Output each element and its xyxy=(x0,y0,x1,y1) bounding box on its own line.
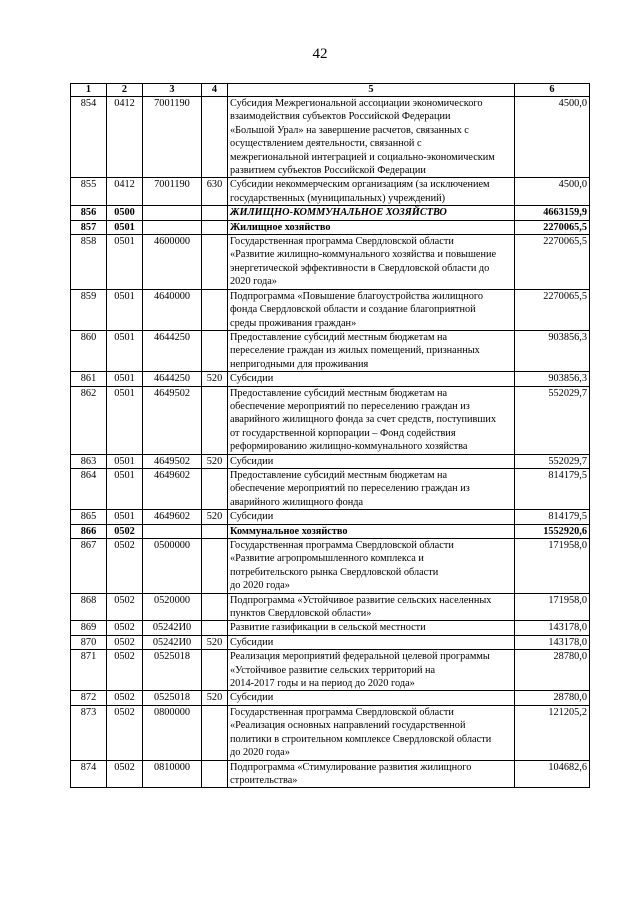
expense-type-code xyxy=(202,330,228,371)
item-name-line: среды проживания граждан» xyxy=(230,317,357,329)
item-name xyxy=(228,593,515,621)
table-row xyxy=(71,539,590,594)
section-code: 0502 xyxy=(107,650,143,691)
item-name xyxy=(228,691,515,705)
table-row xyxy=(71,454,590,468)
table-row xyxy=(71,635,590,649)
item-name-line: энергетической эффективности в Свердловской области до xyxy=(230,262,490,274)
item-name-line: до 2020 года» xyxy=(230,747,290,759)
table-row xyxy=(71,593,590,621)
item-name-line: 2014-2017 годы и на период до 2020 года» xyxy=(230,678,415,690)
item-name xyxy=(228,621,515,635)
expense-type-code: 520 xyxy=(202,510,228,524)
row-number: 854 xyxy=(71,97,107,178)
section-code: 0501 xyxy=(107,454,143,468)
row-number: 865 xyxy=(71,510,107,524)
section-code: 0501 xyxy=(107,330,143,371)
item-name-line: «Развитие агропромышленного комплекса и xyxy=(230,553,424,565)
item-name xyxy=(228,220,515,234)
section-code: 0412 xyxy=(107,97,143,178)
item-name-line: Развитие газификации в сельской местности xyxy=(230,622,426,634)
section-code: 0502 xyxy=(107,760,143,788)
item-name-line: 2020 года» xyxy=(230,276,277,288)
expense-type-code xyxy=(202,539,228,594)
table-row xyxy=(71,372,590,386)
item-name-line: строительства» xyxy=(230,774,298,786)
item-name-line: ЖИЛИЩНО-КОММУНАЛЬНОЕ ХОЗЯЙСТВО xyxy=(230,207,447,219)
item-name xyxy=(228,330,515,371)
table-header-row xyxy=(71,84,590,97)
target-article-code xyxy=(143,220,202,234)
row-number: 857 xyxy=(71,220,107,234)
item-name xyxy=(228,524,515,538)
expense-type-code: 520 xyxy=(202,454,228,468)
amount: 903856,3 xyxy=(515,372,590,386)
expense-type-code xyxy=(202,524,228,538)
expense-type-code xyxy=(202,621,228,635)
amount: 171958,0 xyxy=(515,593,590,621)
expense-type-code: 630 xyxy=(202,178,228,206)
amount: 2270065,5 xyxy=(515,289,590,330)
row-number: 858 xyxy=(71,235,107,290)
budget-table xyxy=(70,83,590,788)
expense-type-code: 520 xyxy=(202,635,228,649)
row-number: 855 xyxy=(71,178,107,206)
expense-type-code xyxy=(202,468,228,509)
expense-type-code: 520 xyxy=(202,691,228,705)
target-article-code: 4644250 xyxy=(143,372,202,386)
item-name-line: до 2020 года» xyxy=(230,580,290,592)
item-name-line: Субсидии xyxy=(230,636,274,648)
amount: 4500,0 xyxy=(515,97,590,178)
table-row xyxy=(71,220,590,234)
item-name-line: «Развитие жилищно-коммунального хозяйства и повышение xyxy=(230,249,497,261)
amount: 903856,3 xyxy=(515,330,590,371)
target-article-code: 0525018 xyxy=(143,691,202,705)
section-code: 0501 xyxy=(107,220,143,234)
item-name-line: «Большой Урал» на завершение расчетов, связанных с xyxy=(230,124,469,136)
table-row xyxy=(71,386,590,454)
item-name xyxy=(228,289,515,330)
target-article-code: 0500000 xyxy=(143,539,202,594)
item-name-line: Предоставление субсидий местным бюджетам на xyxy=(230,387,448,399)
target-article-code: 4649502 xyxy=(143,386,202,454)
target-article-code: 7001190 xyxy=(143,178,202,206)
section-code: 0501 xyxy=(107,468,143,509)
target-article-code: 0520000 xyxy=(143,593,202,621)
target-article-code: 4600000 xyxy=(143,235,202,290)
amount: 171958,0 xyxy=(515,539,590,594)
item-name xyxy=(228,705,515,760)
amount: 2270065,5 xyxy=(515,235,590,290)
expense-type-code xyxy=(202,650,228,691)
expense-type-code xyxy=(202,235,228,290)
item-name-line: взаимодействия субъектов Российской Федерации xyxy=(230,111,451,123)
item-name-line: Подпрограмма «Стимулирование развития жилищного xyxy=(230,761,472,773)
row-number: 856 xyxy=(71,206,107,220)
item-name xyxy=(228,386,515,454)
row-number: 862 xyxy=(71,386,107,454)
item-name xyxy=(228,454,515,468)
item-name xyxy=(228,760,515,788)
item-name-line: Государственная программа Свердловской области xyxy=(230,540,454,551)
item-name-line: потребительского рынка Свердловской области xyxy=(230,566,439,578)
item-name-line: аварийного жилищного фонда за счет средств, поступивших xyxy=(230,414,496,426)
amount: 4663159,9 xyxy=(515,206,590,220)
amount: 28780,0 xyxy=(515,691,590,705)
item-name xyxy=(228,510,515,524)
header-col-5: 5 xyxy=(228,84,515,97)
item-name-line: Субсидии xyxy=(230,455,274,467)
row-number: 873 xyxy=(71,705,107,760)
target-article-code: 0810000 xyxy=(143,760,202,788)
section-code: 0501 xyxy=(107,289,143,330)
item-name-line: обеспечение мероприятий по переселению граждан из xyxy=(230,483,470,495)
section-code: 0502 xyxy=(107,635,143,649)
page-number: 42 xyxy=(312,46,328,62)
expense-type-code xyxy=(202,386,228,454)
row-number: 868 xyxy=(71,593,107,621)
target-article-code: 7001190 xyxy=(143,97,202,178)
section-code: 0502 xyxy=(107,539,143,594)
item-name-line: Реализация мероприятий федеральной целевой программы xyxy=(230,651,490,663)
item-name xyxy=(228,178,515,206)
item-name xyxy=(228,206,515,220)
target-article-code: 4649602 xyxy=(143,468,202,509)
row-number: 860 xyxy=(71,330,107,371)
amount: 552029,7 xyxy=(515,386,590,454)
item-name-line: Подпрограмма «Устойчивое развитие сельских населенных xyxy=(230,594,492,606)
section-code: 0502 xyxy=(107,705,143,760)
row-number: 874 xyxy=(71,760,107,788)
item-name xyxy=(228,97,515,178)
header-col-1: 1 xyxy=(71,84,107,97)
item-name-line: фонда Свердловской области и создание благоприятной xyxy=(230,304,476,316)
row-number: 872 xyxy=(71,691,107,705)
row-number: 864 xyxy=(71,468,107,509)
row-number: 867 xyxy=(71,539,107,594)
item-name-line: Предоставление субсидий местным бюджетам на xyxy=(230,469,448,481)
item-name-line: Субсидии xyxy=(230,511,274,523)
table-row xyxy=(71,178,590,206)
header-col-4: 4 xyxy=(202,84,228,97)
section-code: 0502 xyxy=(107,593,143,621)
expense-type-code xyxy=(202,705,228,760)
target-article-code: 4644250 xyxy=(143,330,202,371)
expense-type-code xyxy=(202,593,228,621)
item-name-line: государственных (муниципальных) учреждений) xyxy=(230,192,446,204)
section-code: 0502 xyxy=(107,691,143,705)
item-name-line: «Устойчивое развитие сельских территорий на xyxy=(230,664,436,676)
item-name-line: Коммунальное хозяйство xyxy=(230,525,348,537)
item-name-line: обеспечение мероприятий по переселению граждан из xyxy=(230,400,470,412)
item-name-line: развитием субъектов Российской Федерации xyxy=(230,165,426,177)
item-name xyxy=(228,635,515,649)
header-col-6: 6 xyxy=(515,84,590,97)
item-name-line: Субсидия Межрегиональной ассоциации экономического xyxy=(230,98,483,109)
section-code: 0501 xyxy=(107,386,143,454)
item-name-line: «Реализация основных направлений государственной xyxy=(230,720,466,732)
table-row xyxy=(71,468,590,509)
amount: 814179,5 xyxy=(515,468,590,509)
section-code: 0501 xyxy=(107,372,143,386)
amount: 143178,0 xyxy=(515,621,590,635)
section-code: 0502 xyxy=(107,621,143,635)
target-article-code: 0800000 xyxy=(143,705,202,760)
row-number: 866 xyxy=(71,524,107,538)
amount: 121205,2 xyxy=(515,705,590,760)
item-name-line: непригодными для проживания xyxy=(230,358,369,370)
row-number: 870 xyxy=(71,635,107,649)
amount: 104682,6 xyxy=(515,760,590,788)
table-row xyxy=(71,97,590,178)
target-article-code xyxy=(143,206,202,220)
item-name-line: реформированию жилищно-коммунального хозяйства xyxy=(230,441,468,453)
amount: 814179,5 xyxy=(515,510,590,524)
table-row xyxy=(71,510,590,524)
row-number: 871 xyxy=(71,650,107,691)
section-code: 0501 xyxy=(107,510,143,524)
table-row xyxy=(71,235,590,290)
item-name-line: от государственной корпорации – Фонд содействия xyxy=(230,427,456,439)
section-code: 0502 xyxy=(107,524,143,538)
expense-type-code xyxy=(202,760,228,788)
table-row xyxy=(71,650,590,691)
target-article-code: 05242И0 xyxy=(143,621,202,635)
target-article-code: 0525018 xyxy=(143,650,202,691)
row-number: 861 xyxy=(71,372,107,386)
item-name xyxy=(228,539,515,594)
item-name xyxy=(228,235,515,290)
table-row xyxy=(71,289,590,330)
item-name-line: Жилищное хозяйство xyxy=(230,221,331,233)
amount: 4500,0 xyxy=(515,178,590,206)
row-number: 869 xyxy=(71,621,107,635)
item-name-line: межрегиональной интеграцией и социально-экономическим xyxy=(230,151,495,163)
header-col-2: 2 xyxy=(107,84,143,97)
header-col-3: 3 xyxy=(143,84,202,97)
table-row xyxy=(71,621,590,635)
amount: 143178,0 xyxy=(515,635,590,649)
table-row xyxy=(71,691,590,705)
row-number: 859 xyxy=(71,289,107,330)
expense-type-code xyxy=(202,206,228,220)
item-name xyxy=(228,468,515,509)
target-article-code xyxy=(143,524,202,538)
target-article-code: 4640000 xyxy=(143,289,202,330)
item-name-line: Субсидии xyxy=(230,692,274,704)
table-row xyxy=(71,760,590,788)
amount: 552029,7 xyxy=(515,454,590,468)
section-code: 0500 xyxy=(107,206,143,220)
amount: 1552920,6 xyxy=(515,524,590,538)
expense-type-code: 520 xyxy=(202,372,228,386)
item-name-line: политики в строительном комплексе Свердловской области xyxy=(230,733,492,745)
item-name-line: переселение граждан из жилых помещений, признанных xyxy=(230,345,480,357)
item-name xyxy=(228,372,515,386)
item-name-line: Субсидии xyxy=(230,373,274,385)
expense-type-code xyxy=(202,289,228,330)
table-row xyxy=(71,524,590,538)
item-name-line: пунктов Свердловской области» xyxy=(230,608,372,620)
item-name-line: аварийного жилищного фонда xyxy=(230,496,364,508)
target-article-code: 4649502 xyxy=(143,454,202,468)
expense-type-code xyxy=(202,220,228,234)
item-name-line: Подпрограмма «Повышение благоустройства жилищного xyxy=(230,290,484,302)
target-article-code: 05242И0 xyxy=(143,635,202,649)
table-row xyxy=(71,705,590,760)
row-number: 863 xyxy=(71,454,107,468)
section-code: 0501 xyxy=(107,235,143,290)
table-row xyxy=(71,330,590,371)
item-name-line: Государственная программа Свердловской области xyxy=(230,236,454,248)
target-article-code: 4649602 xyxy=(143,510,202,524)
amount: 2270065,5 xyxy=(515,220,590,234)
item-name-line: Государственная программа Свердловской области xyxy=(230,706,454,718)
section-code: 0412 xyxy=(107,178,143,206)
table-row xyxy=(71,206,590,220)
item-name-line: Предоставление субсидий местным бюджетам на xyxy=(230,331,448,343)
item-name-line: осуществлением деятельности, связанной с xyxy=(230,138,422,150)
item-name-line: Субсидии некоммерческим организациям (за исключением xyxy=(230,179,490,191)
item-name xyxy=(228,650,515,691)
table-body xyxy=(71,97,590,788)
expense-type-code xyxy=(202,97,228,178)
amount: 28780,0 xyxy=(515,650,590,691)
